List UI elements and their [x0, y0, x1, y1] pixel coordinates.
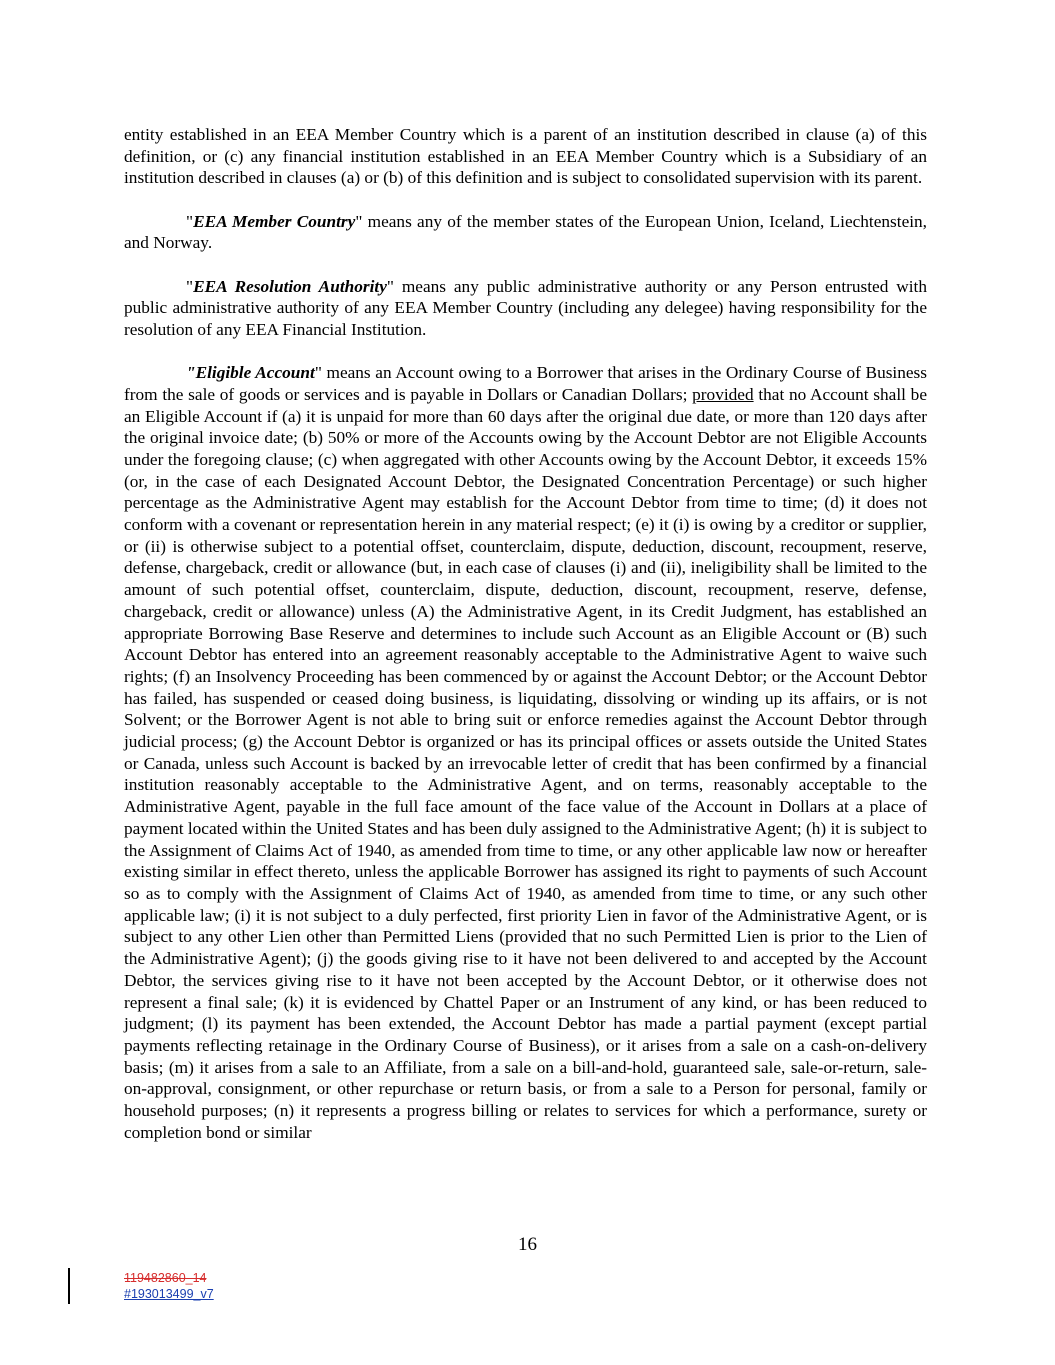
revision-change-bar — [68, 1268, 70, 1304]
definition-text: " means any of the member states of the European Union, Iceland, Liechtenstein, and Norway. — [124, 211, 927, 253]
defined-term: "Eligible Account — [186, 363, 315, 383]
definition-text: " means any public administrative authority or any Person entrusted with public administrative authority of any EEA Member Country (including any delegee) having responsibility for the resolution of any EEA Financial Institution. — [124, 276, 927, 339]
open-quote: " — [186, 276, 194, 296]
underlined-proviso: provided — [692, 384, 754, 404]
definition-eea-member-country — [124, 211, 927, 254]
footer-document-ids — [124, 1270, 214, 1302]
open-quote: " — [186, 211, 194, 231]
deleted-document-id: 119482860_14 — [124, 1271, 207, 1285]
inserted-document-id: #193013499_v7 — [124, 1287, 214, 1301]
document-body — [124, 124, 927, 1165]
definition-text-continued: that no Account shall be an Eligible Account if (a) it is unpaid for more than 60 days after the original due date, or more than 120 days after the original invoice date; (b) 50% or more of the Accounts owing by the Account Debtor are not Eligible Accounts under the foregoing clause; (c) when aggregated with other Accounts owing by the Account Debtor, it exceeds 15% (or, in the case of each Designated Account Debtor, the Designated Concentration Percentage) or such higher percentage as the Administrative Agent may establish for the Account Debtor from time to time; (d) it does not conform with a covenant or representation herein in any material respect; (e) it (i) is owing by a creditor or supplier, or (ii) is otherwise subject to a potential offset, counterclaim, dispute, deduction, discount, recoupment, reserve, defense, chargeback, credit or allowance (but, in each case of clauses (i) and (ii), ineligibility shall be limited to the amount of such potential offset, counterclaim, dispute, deduction, discount, recoupment, reserve, defense, chargeback, credit or allowance) unless (A) the Administrative Agent, in its Credit Judgment, has established an appropriate Borrowing Base Reserve and determines to include such Account as an Eligible Account or (B) such Account Debtor has entered into an agreement reasonably acceptable to the Administrative Agent to waive such rights; (f) an Insolvency Proceeding has been commenced by or against the Account Debtor; or the Account Debtor has failed, has suspended or ceased doing business, is liquidating, dissolving or winding up its affairs, or is not Solvent; or the Borrower Agent is not able to bring suit or enforce remedies against the Account Debtor through judicial process; (g) the Account Debtor is organized or has its principal offices or assets outside the United States or Canada, unless such Account is backed by an irrevocable letter of credit that has been confirmed by a financial institution reasonably acceptable to the Administrative Agent, and on terms, reasonably acceptable to the Administrative Agent, payable in the full face amount of the face value of the Account in Dollars at a place of payment located within the United States and has been duly assigned to the Administrative Agent; (h) it is subject to the Assignment of Claims Act of 1940, as amended from time to time, or any other applicable law now or hereafter existing similar in effect thereto, unless the applicable Borrower has assigned its right to payments of such Account so as to comply with the Assignment of Claims Act of 1940, as amended from time to time, or any such other applicable law; (i) it is not subject to a duly perfected, first priority Lien in favor of the Administrative Agent, or is subject to any other Lien other than Permitted Liens (provided that no such Permitted Lien is prior to the Lien of the Administrative Agent); (j) the goods giving rise to it have not been delivered to and accepted by the Account Debtor, the services giving rise to it have not been accepted by the Account Debtor, or it otherwise does not represent a final sale; (k) it is evidenced by Chattel Paper or an Instrument of any kind, or has been reduced to judgment; (l) its payment has been extended, the Account Debtor has made a partial payment (except partial payments reflecting retainage in the Ordinary Course of Business), or it arises from a sale on a cash-on-delivery basis; (m) it arises from a sale to an Affiliate, from a sale on a bill-and-hold, guaranteed sale, sale-or-return, sale-on-approval, consignment, or other repurchase or return basis, or from a sale to a Person for personal, family or household purposes; (n) it represents a progress billing or relates to services for which a performance, surety or completion bond or similar — [124, 384, 927, 1142]
page-number: 16 — [518, 1234, 537, 1255]
definition-text: " means an Account owing to a Borrower that arises in the Ordinary Course of Business from the sale of goods or services and is payable in Dollars or Canadian Dollars; — [124, 363, 927, 404]
defined-term: EEA Resolution Authority — [193, 276, 387, 296]
paragraph-continuation: entity established in an EEA Member Country which is a parent of an institution described in clause (a) of this definition, or (c) any financial institution established in an EEA Member Country which is a Subsidiary of an institution described in clauses (a) or (b) of this definition and is subject to consolidated supervision with its parent. — [124, 125, 927, 188]
definition-eea-resolution-authority — [124, 276, 927, 341]
defined-term: EEA Member Country — [193, 211, 356, 231]
definition-eligible-account — [124, 362, 927, 1143]
